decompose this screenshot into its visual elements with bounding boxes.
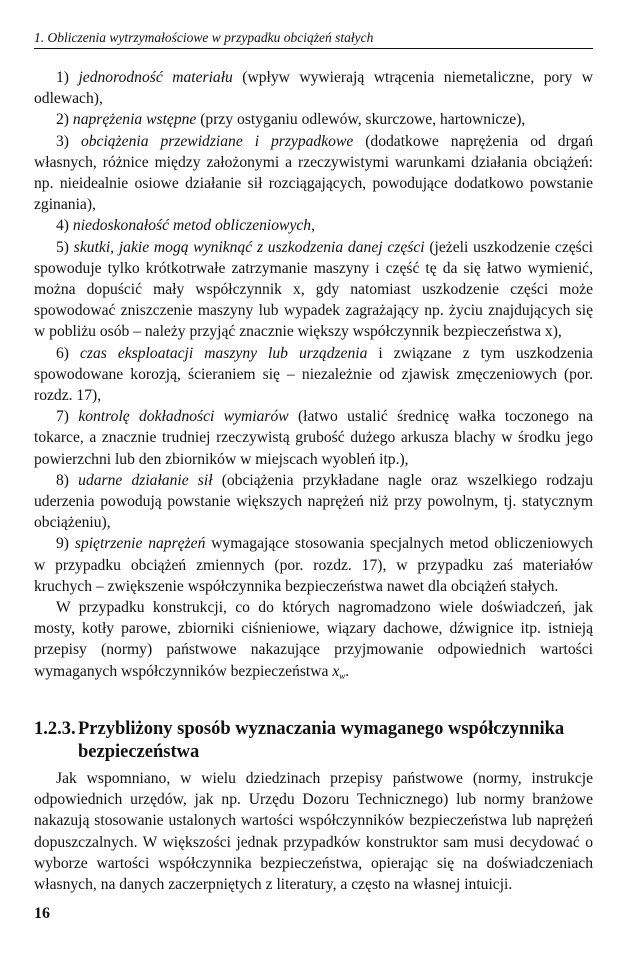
list-item-term: naprężenia wstępne (72, 111, 197, 129)
list-body (34, 67, 593, 687)
list-item: 8) udarne działanie sił (obciążenia przykładane nagle oraz wszelkiego rodzaju uderzenia powodują powstanie większych naprężeń niż przy powolnym, tj. statycznym obciążeniu), (34, 471, 593, 532)
symbol-x: x (332, 662, 340, 680)
list-item: 6) czas eksploatacji maszyny lub urządzenia i związane z tym uszkodzenia spowodowane korozją, ścieraniem się – niezależnie od zjawisk zmęczeniowych (por. rozdz. 17), (34, 344, 593, 405)
list-item-term: obciążenia przewidziane i przypadkowe (80, 132, 354, 150)
section-number: 1.2.3. (34, 719, 76, 739)
list-item-term: czas eksploatacji maszyny lub urządzenia (80, 344, 368, 362)
list-item-term: jednorodność materiału (78, 69, 233, 86)
list-item: 1) jednorodność materiału (wpływ wywierają wtrącenia niemetaliczne, pory w odlewach), (34, 69, 593, 108)
section-title-line1: Przybliżony sposób wyznaczania wymaganego współczynnika (78, 719, 565, 739)
paragraph: Jak wspomniano, w wielu dziedzinach przepisy państwowe (normy, instrukcje odpowiednich urzędów, jak np. Urzędu Dozoru Technicznego) lub normy branżowe nakazują stosowanie ustalonych wartości współczynników bezpieczeństwa lub naprężeń dopuszczalnych. W większości jednak przypadków konstruktor sam musi decydować o wyborze wartości współczynnika bezpieczeństwa, opierając się na doświadczeniach własnych, na danych zaczerpniętych z literatury, a często na własnej intuicji. (34, 770, 593, 894)
paragraph: W przypadku konstrukcji, co do których nagromadzono wiele doświadczeń, jak mosty, kotły parowe, zbiorniki ciśnieniowe, wiązary dachowe, dźwignice itp. istnieją przepisy (normy) państwowe nakazujące przyjmowanie odpowiednich wartości wymaganych współczynników bezpieczeństwa $x_w$. (34, 599, 593, 681)
page-number: 16 (34, 905, 50, 922)
list-item: 9) spiętrzenie naprężeń wymagające stosowania specjalnych metod obliczeniowych w przypadku obciążeń zmiennych (por. rozdz. 17), w przypadku zaś materiałów kruchych – zwiększenie współczynnika bezpieczeństwa nawet dla obciążeń stałych. (34, 535, 593, 595)
list-item-term: skutki, jakie mogą wyniknąć z uszkodzenia danej części (73, 238, 425, 256)
list-item-term: spiętrzenie naprężeń (74, 535, 206, 553)
list-item: 7) kontrolę dokładności wymiarów (łatwo ustalić średnicę wałka toczonego na tokarce, a znacznie trudniej rzeczywistą grubość dużego arkusza blachy w środku jego powierzchni lub den zbiorników w miejscach wyobleń itp.), (34, 408, 593, 468)
section-heading (34, 718, 593, 764)
running-header: 1. Obliczenia wytrzymałościowe w przypadku obciążeń stałych (34, 30, 593, 49)
list-item: 4) niedoskonałość metod obliczeniowych, (56, 217, 315, 235)
symbol-subscript: w (339, 670, 346, 681)
list-item: 3) obciążenia przewidziane i przypadkowe (dodatkowe naprężenia od drgań własnych, różnice między założonymi a rzeczywistymi warunkami działania obciążeń: np. nieidealnie osiowe działanie sił rozciągających, powodujące dodatkowo powstanie zginania), (34, 132, 593, 214)
list-item: 2) naprężenia wstępne (przy ostyganiu odlewów, skurczowe, hartownicze), (56, 111, 526, 129)
list-item: 5) skutki, jakie mogą wyniknąć z uszkodzenia danej części (jeżeli uszkodzenie części spowoduje tylko krótkotrwałe zatrzymanie maszyny i część tę da się łatwo wymienić, można dopuścić mały współczynnik x, gdy natomiast uszkodzenie części może spowodować zniszczenie maszyny lub wypadek zagrażający np. życiu znajdujących się w pobliżu osób – należy przyjąć znacznie większy współczynnik bezpieczeństwa x), (34, 238, 594, 341)
section-title-line2: bezpieczeństwa (78, 742, 200, 762)
list-item-term: kontrolę dokładności wymiarów (78, 408, 289, 426)
section-body (34, 768, 593, 895)
list-item-term: niedoskonałość metod obliczeniowych (72, 217, 312, 235)
list-item-term: udarne działanie sił (78, 471, 213, 489)
